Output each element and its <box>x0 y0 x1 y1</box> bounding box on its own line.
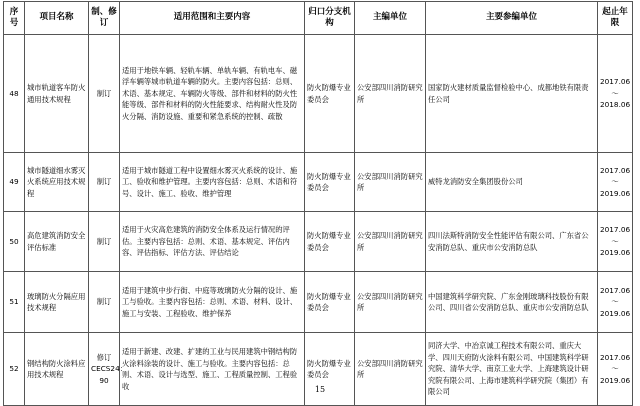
cell-participants: 四川法斯特消防安全性能评估有限公司、广东省公安消防总队、重庆市公安消防总队 <box>426 212 598 272</box>
cell-no: 49 <box>4 153 25 212</box>
cell-name: 玻璃防火分隔应用技术规程 <box>25 272 89 333</box>
cell-dept: 防火防爆专业委员会 <box>305 272 355 333</box>
cell-scope: 适用于火灾高危建筑的消防安全体系及运行情况的评估。主要内容包括：总则、术语、基本规定、评估内容、评估指标、评估方法、评估结论 <box>120 212 305 272</box>
header-editor: 主编单位 <box>355 2 426 35</box>
cell-editor: 公安部四川消防研究所 <box>355 212 426 272</box>
table-row <box>4 272 633 333</box>
cell-name: 城市轨道客车防火通用技术规程 <box>25 35 89 153</box>
cell-no: 52 <box>4 333 25 406</box>
cell-scope: 适用于新建、改建、扩建的工业与民用建筑中钢结构防火涂料涂装的设计、施工与验收。主要内容包括：总则、术语、设计与选型、施工、工程质量控制、工程验收 <box>120 333 305 406</box>
cell-scope: 适用于地铁车辆、轻轨车辆、单轨车辆、有轨电车、磁浮车辆等城市轨道车辆的防火。主要内容包括：总则、术语、基本规定、车辆防火等级、部件和材料的防火性能等级、部件和材料的防火性能要求、结构耐火性及防火分隔、消防设施、重要和紧急系统的控制、疏散 <box>120 35 305 153</box>
table-row <box>4 333 633 406</box>
header-no: 序号 <box>4 2 25 35</box>
cell-period: 2017.06～2019.06 <box>598 272 633 333</box>
cell-participants: 国家防火建材质量监督检验中心、成都地铁有限责任公司 <box>426 35 598 153</box>
cell-period: 2017.06～2018.06 <box>598 35 633 153</box>
cell-dept: 防火防爆专业委员会 <box>305 333 355 406</box>
header-name: 项目名称 <box>25 2 89 35</box>
cell-participants: 同济大学、中冶京诚工程技术有限公司、重庆大学、四川天府防火涂料有限公司、中国建筑科学研究院、清华大学、南京工业大学、上海建筑设计研究院有限公司、上海市建筑科学研究院（集团）有限公司 <box>426 333 598 406</box>
cell-period: 2017.06～2019.06 <box>598 212 633 272</box>
cell-editor: 公安部四川消防研究所 <box>355 333 426 406</box>
cell-participants: 威特龙消防安全集团股份公司 <box>426 153 598 212</box>
table-header-row <box>4 2 633 35</box>
cell-no: 48 <box>4 35 25 153</box>
cell-name: 城市隧道细水雾灭火系统应用技术规程 <box>25 153 89 212</box>
cell-type: 修订CECS24：90 <box>89 333 120 406</box>
cell-scope: 适用于城市隧道工程中设置细水雾灭火系统的设计、施工、验收和维护管理。主要内容包括：总则、术语和符号、设计、施工、验收、维护管理 <box>120 153 305 212</box>
header-period: 起止年限 <box>598 2 633 35</box>
cell-dept: 防火防爆专业委员会 <box>305 212 355 272</box>
cell-dept: 防火防爆专业委员会 <box>305 35 355 153</box>
cell-name: 高危建筑消防安全评估标准 <box>25 212 89 272</box>
cell-type: 制订 <box>89 153 120 212</box>
header-type: 制、修订 <box>89 2 120 35</box>
cell-no: 51 <box>4 272 25 333</box>
header-scope: 适用范围和主要内容 <box>120 2 305 35</box>
cell-scope: 适用于建筑中步行街、中庭等玻璃防火分隔的设计、施工与验收。主要内容包括：总则、术语、材料、设计、施工与安装、工程验收、维护保养 <box>120 272 305 333</box>
cell-editor: 公安部四川消防研究所 <box>355 153 426 212</box>
cell-type: 制订 <box>89 35 120 153</box>
table-row <box>4 35 633 153</box>
cell-type: 制订 <box>89 272 120 333</box>
header-participants: 主要参编单位 <box>426 2 598 35</box>
cell-type: 制订 <box>89 212 120 272</box>
page-number: 15 <box>314 385 326 394</box>
standards-table <box>3 1 633 406</box>
cell-editor: 公安部四川消防研究所 <box>355 35 426 153</box>
cell-dept: 防火防爆专业委员会 <box>305 153 355 212</box>
cell-period: 2017.06～2019.06 <box>598 333 633 406</box>
table-row <box>4 153 633 212</box>
table-row <box>4 212 633 272</box>
cell-no: 50 <box>4 212 25 272</box>
cell-editor: 公安部四川消防研究所 <box>355 272 426 333</box>
cell-participants: 中国建筑科学研究院、广东金刚玻璃科技股份有限公司、四川省公安消防总队、重庆市公安消防总队 <box>426 272 598 333</box>
header-dept: 归口分支机构 <box>305 2 355 35</box>
cell-name: 钢结构防火涂料应用技术规程 <box>25 333 89 406</box>
cell-period: 2017.06～2019.06 <box>598 153 633 212</box>
